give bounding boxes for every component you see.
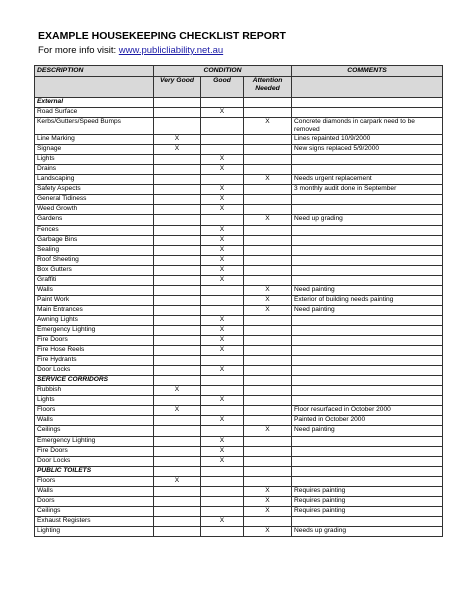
very-good-mark: X bbox=[154, 386, 201, 396]
good-mark: X bbox=[201, 195, 244, 205]
empty-cell bbox=[154, 376, 201, 386]
item-label: Paint Work bbox=[35, 295, 154, 305]
very-good-mark bbox=[154, 496, 201, 506]
comment-cell bbox=[292, 245, 443, 255]
item-label: Lights bbox=[35, 155, 154, 165]
good-mark bbox=[201, 486, 244, 496]
comment-cell bbox=[292, 235, 443, 245]
item-label: Ceilings bbox=[35, 426, 154, 436]
attention-mark bbox=[244, 356, 292, 366]
attention-mark bbox=[244, 205, 292, 215]
condition-header: CONDITION bbox=[154, 66, 292, 77]
table-row bbox=[35, 245, 443, 255]
item-label: Door Locks bbox=[35, 456, 154, 466]
very-good-mark bbox=[154, 245, 201, 255]
comment-cell bbox=[292, 386, 443, 396]
good-mark bbox=[201, 285, 244, 295]
item-label: Fire Hydrants bbox=[35, 356, 154, 366]
very-good-mark bbox=[154, 526, 201, 536]
good-mark: X bbox=[201, 155, 244, 165]
table-row bbox=[35, 336, 443, 346]
comment-cell: Requires painting bbox=[292, 506, 443, 516]
very-good-mark bbox=[154, 265, 201, 275]
good-mark bbox=[201, 118, 244, 135]
item-label: Floors bbox=[35, 406, 154, 416]
table-row bbox=[35, 118, 443, 135]
table-row bbox=[35, 426, 443, 436]
table-row bbox=[35, 476, 443, 486]
attention-mark bbox=[244, 235, 292, 245]
item-label: Exhaust Registers bbox=[35, 516, 154, 526]
very-good-mark bbox=[154, 185, 201, 195]
very-good-mark bbox=[154, 446, 201, 456]
table-row bbox=[35, 275, 443, 285]
good-mark bbox=[201, 506, 244, 516]
very-good-mark: X bbox=[154, 406, 201, 416]
good-mark: X bbox=[201, 275, 244, 285]
very-good-mark bbox=[154, 215, 201, 225]
table-row bbox=[35, 265, 443, 275]
attention-mark bbox=[244, 165, 292, 175]
section-header-row bbox=[35, 376, 443, 386]
table-row bbox=[35, 165, 443, 175]
good-mark bbox=[201, 356, 244, 366]
table-row bbox=[35, 175, 443, 185]
attention-mark: X bbox=[244, 305, 292, 315]
comment-cell bbox=[292, 195, 443, 205]
item-label: Emergency Lighting bbox=[35, 325, 154, 335]
comments-subheader bbox=[292, 77, 443, 98]
table-row bbox=[35, 456, 443, 466]
description-header: DESCRIPTION bbox=[35, 66, 154, 77]
description-subheader bbox=[35, 77, 154, 98]
very-good-mark bbox=[154, 305, 201, 315]
very-good-mark bbox=[154, 255, 201, 265]
item-label: Graffiti bbox=[35, 275, 154, 285]
table-row bbox=[35, 496, 443, 506]
comment-cell: Need painting bbox=[292, 426, 443, 436]
item-label: General Tidiness bbox=[35, 195, 154, 205]
very-good-mark: X bbox=[154, 135, 201, 145]
attention-mark bbox=[244, 195, 292, 205]
item-label: Walls bbox=[35, 486, 154, 496]
good-header: Good bbox=[201, 77, 244, 98]
attention-mark bbox=[244, 406, 292, 416]
comment-cell bbox=[292, 396, 443, 406]
section-header-row bbox=[35, 466, 443, 476]
info-prefix: For more info visit: bbox=[38, 45, 117, 56]
comment-cell bbox=[292, 336, 443, 346]
table-row bbox=[35, 315, 443, 325]
item-label: Signage bbox=[35, 145, 154, 155]
info-link[interactable]: www.publicliability.net.au bbox=[118, 45, 224, 56]
very-good-mark bbox=[154, 426, 201, 436]
table-row bbox=[35, 436, 443, 446]
item-label: Fences bbox=[35, 225, 154, 235]
item-label: Awning Lights bbox=[35, 315, 154, 325]
attention-mark bbox=[244, 265, 292, 275]
very-good-mark bbox=[154, 366, 201, 376]
good-mark: X bbox=[201, 446, 244, 456]
very-good-mark bbox=[154, 516, 201, 526]
empty-cell bbox=[292, 466, 443, 476]
table-row bbox=[35, 215, 443, 225]
item-label: Floors bbox=[35, 476, 154, 486]
very-good-mark bbox=[154, 416, 201, 426]
table-row bbox=[35, 386, 443, 396]
comment-cell bbox=[292, 265, 443, 275]
good-mark: X bbox=[201, 108, 244, 118]
attention-mark: X bbox=[244, 426, 292, 436]
good-mark: X bbox=[201, 516, 244, 526]
table-row bbox=[35, 108, 443, 118]
section-label: SERVICE CORRIDORS bbox=[35, 376, 154, 386]
info-line bbox=[38, 45, 223, 56]
good-mark bbox=[201, 145, 244, 155]
good-mark: X bbox=[201, 255, 244, 265]
very-good-mark bbox=[154, 456, 201, 466]
attention-mark bbox=[244, 476, 292, 486]
good-mark: X bbox=[201, 436, 244, 446]
comment-cell: Concrete diamonds in carpark need to be removed bbox=[292, 118, 443, 135]
attention-mark: X bbox=[244, 118, 292, 135]
good-mark bbox=[201, 295, 244, 305]
comment-cell bbox=[292, 155, 443, 165]
item-label: Ceilings bbox=[35, 506, 154, 516]
good-mark bbox=[201, 526, 244, 536]
comment-cell bbox=[292, 275, 443, 285]
comment-cell bbox=[292, 516, 443, 526]
empty-cell bbox=[201, 466, 244, 476]
very-good-mark bbox=[154, 205, 201, 215]
item-label: Line Marking bbox=[35, 135, 154, 145]
item-label: Rubbish bbox=[35, 386, 154, 396]
attention-mark bbox=[244, 255, 292, 265]
table-row bbox=[35, 285, 443, 295]
checklist-body bbox=[35, 98, 443, 537]
item-label: Emergency Lighting bbox=[35, 436, 154, 446]
attention-mark: X bbox=[244, 215, 292, 225]
attention-mark bbox=[244, 396, 292, 406]
attention-mark: X bbox=[244, 295, 292, 305]
good-mark: X bbox=[201, 396, 244, 406]
very-good-mark bbox=[154, 486, 201, 496]
item-label: Landscaping bbox=[35, 175, 154, 185]
section-label: External bbox=[35, 98, 154, 108]
item-label: Walls bbox=[35, 285, 154, 295]
attention-mark bbox=[244, 516, 292, 526]
attention-mark bbox=[244, 108, 292, 118]
attention-needed-header: Attention Needed bbox=[244, 77, 292, 98]
comment-cell: Exterior of building needs painting bbox=[292, 295, 443, 305]
very-good-mark bbox=[154, 175, 201, 185]
very-good-mark: X bbox=[154, 476, 201, 486]
good-mark: X bbox=[201, 315, 244, 325]
very-good-mark bbox=[154, 396, 201, 406]
item-label: Fire Doors bbox=[35, 336, 154, 346]
table-row bbox=[35, 205, 443, 215]
item-label: Doors bbox=[35, 496, 154, 506]
comment-cell: New signs replaced 5/9/2000 bbox=[292, 145, 443, 155]
good-mark bbox=[201, 305, 244, 315]
good-mark bbox=[201, 215, 244, 225]
very-good-mark bbox=[154, 275, 201, 285]
empty-cell bbox=[292, 98, 443, 108]
comment-cell bbox=[292, 225, 443, 235]
attention-mark bbox=[244, 155, 292, 165]
comment-cell: Requires painting bbox=[292, 486, 443, 496]
item-label: Lights bbox=[35, 396, 154, 406]
attention-mark bbox=[244, 416, 292, 426]
comment-cell: Needs up grading bbox=[292, 526, 443, 536]
empty-cell bbox=[244, 376, 292, 386]
comments-header: COMMENTS bbox=[292, 66, 443, 77]
comment-cell bbox=[292, 325, 443, 335]
very-good-mark bbox=[154, 195, 201, 205]
good-mark bbox=[201, 406, 244, 416]
very-good-mark bbox=[154, 225, 201, 235]
item-label: Roof Sheeting bbox=[35, 255, 154, 265]
comment-cell bbox=[292, 346, 443, 356]
very-good-mark bbox=[154, 315, 201, 325]
empty-cell bbox=[201, 98, 244, 108]
good-mark: X bbox=[201, 185, 244, 195]
good-mark: X bbox=[201, 165, 244, 175]
table-row bbox=[35, 305, 443, 315]
table-row bbox=[35, 185, 443, 195]
comment-cell bbox=[292, 205, 443, 215]
very-good-mark bbox=[154, 506, 201, 516]
item-label: Gardens bbox=[35, 215, 154, 225]
very-good-mark: X bbox=[154, 145, 201, 155]
empty-cell bbox=[244, 98, 292, 108]
attention-mark bbox=[244, 275, 292, 285]
attention-mark: X bbox=[244, 526, 292, 536]
good-mark: X bbox=[201, 346, 244, 356]
very-good-mark bbox=[154, 108, 201, 118]
very-good-header: Very Good bbox=[154, 77, 201, 98]
good-mark: X bbox=[201, 225, 244, 235]
good-mark bbox=[201, 386, 244, 396]
attention-mark bbox=[244, 325, 292, 335]
checklist-table bbox=[34, 65, 443, 537]
item-label: Fire Hose Reels bbox=[35, 346, 154, 356]
empty-cell bbox=[154, 466, 201, 476]
good-mark: X bbox=[201, 245, 244, 255]
comment-cell: Floor resurfaced in October 2000 bbox=[292, 406, 443, 416]
very-good-mark bbox=[154, 155, 201, 165]
empty-cell bbox=[244, 466, 292, 476]
item-label: Kerbs/Gutters/Speed Bumps bbox=[35, 118, 154, 135]
comment-cell bbox=[292, 456, 443, 466]
item-label: Safety Aspects bbox=[35, 185, 154, 195]
attention-mark bbox=[244, 436, 292, 446]
very-good-mark bbox=[154, 356, 201, 366]
comment-cell: Lines repainted 10/9/2000 bbox=[292, 135, 443, 145]
attention-mark bbox=[244, 225, 292, 235]
empty-cell bbox=[201, 376, 244, 386]
comment-cell bbox=[292, 446, 443, 456]
report-title: EXAMPLE HOUSEKEEPING CHECKLIST REPORT bbox=[38, 30, 286, 42]
comment-cell bbox=[292, 108, 443, 118]
attention-mark bbox=[244, 245, 292, 255]
attention-mark bbox=[244, 145, 292, 155]
comment-cell: Needs urgent replacement bbox=[292, 175, 443, 185]
section-header-row bbox=[35, 98, 443, 108]
very-good-mark bbox=[154, 118, 201, 135]
comment-cell bbox=[292, 366, 443, 376]
attention-mark bbox=[244, 135, 292, 145]
table-row bbox=[35, 396, 443, 406]
table-row bbox=[35, 235, 443, 245]
attention-mark: X bbox=[244, 486, 292, 496]
item-label: Road Surface bbox=[35, 108, 154, 118]
table-row bbox=[35, 366, 443, 376]
table-row bbox=[35, 295, 443, 305]
comment-cell bbox=[292, 356, 443, 366]
table-row bbox=[35, 255, 443, 265]
table-row bbox=[35, 406, 443, 416]
comment-cell bbox=[292, 255, 443, 265]
table-row bbox=[35, 356, 443, 366]
comment-cell: Painted in October 2000 bbox=[292, 416, 443, 426]
comment-cell: Need up grading bbox=[292, 215, 443, 225]
very-good-mark bbox=[154, 336, 201, 346]
attention-mark bbox=[244, 386, 292, 396]
comment-cell: Requires painting bbox=[292, 496, 443, 506]
table-row bbox=[35, 195, 443, 205]
attention-mark bbox=[244, 336, 292, 346]
item-label: Main Entrances bbox=[35, 305, 154, 315]
table-row bbox=[35, 416, 443, 426]
item-label: Drains bbox=[35, 165, 154, 175]
good-mark bbox=[201, 496, 244, 506]
table-row bbox=[35, 325, 443, 335]
table-row bbox=[35, 486, 443, 496]
comment-cell bbox=[292, 165, 443, 175]
comment-cell: 3 monthly audit done in September bbox=[292, 185, 443, 195]
attention-mark bbox=[244, 315, 292, 325]
very-good-mark bbox=[154, 235, 201, 245]
empty-cell bbox=[292, 376, 443, 386]
comment-cell: Need painting bbox=[292, 285, 443, 295]
very-good-mark bbox=[154, 165, 201, 175]
good-mark: X bbox=[201, 336, 244, 346]
table-row bbox=[35, 506, 443, 516]
comment-cell bbox=[292, 436, 443, 446]
good-mark bbox=[201, 175, 244, 185]
very-good-mark bbox=[154, 295, 201, 305]
table-row bbox=[35, 145, 443, 155]
table-row bbox=[35, 135, 443, 145]
attention-mark bbox=[244, 446, 292, 456]
table-row bbox=[35, 526, 443, 536]
comment-cell: Need painting bbox=[292, 305, 443, 315]
attention-mark: X bbox=[244, 506, 292, 516]
good-mark bbox=[201, 476, 244, 486]
item-label: Garbage Bins bbox=[35, 235, 154, 245]
very-good-mark bbox=[154, 285, 201, 295]
very-good-mark bbox=[154, 346, 201, 356]
attention-mark bbox=[244, 456, 292, 466]
item-label: Door Locks bbox=[35, 366, 154, 376]
attention-mark bbox=[244, 366, 292, 376]
comment-cell bbox=[292, 476, 443, 486]
good-mark: X bbox=[201, 366, 244, 376]
table-row bbox=[35, 155, 443, 165]
item-label: Box Gutters bbox=[35, 265, 154, 275]
good-mark bbox=[201, 426, 244, 436]
empty-cell bbox=[154, 98, 201, 108]
section-label: PUBLIC TOILETS bbox=[35, 466, 154, 476]
good-mark: X bbox=[201, 265, 244, 275]
table-row bbox=[35, 516, 443, 526]
very-good-mark bbox=[154, 436, 201, 446]
item-label: Fire Doors bbox=[35, 446, 154, 456]
attention-mark: X bbox=[244, 285, 292, 295]
attention-mark bbox=[244, 346, 292, 356]
good-mark: X bbox=[201, 456, 244, 466]
attention-mark: X bbox=[244, 496, 292, 506]
item-label: Walls bbox=[35, 416, 154, 426]
attention-mark: X bbox=[244, 175, 292, 185]
very-good-mark bbox=[154, 325, 201, 335]
item-label: Weed Growth bbox=[35, 205, 154, 215]
attention-mark bbox=[244, 185, 292, 195]
item-label: Sealing bbox=[35, 245, 154, 255]
table-row bbox=[35, 346, 443, 356]
good-mark: X bbox=[201, 205, 244, 215]
table-row bbox=[35, 446, 443, 456]
good-mark: X bbox=[201, 235, 244, 245]
table-row bbox=[35, 225, 443, 235]
good-mark: X bbox=[201, 416, 244, 426]
comment-cell bbox=[292, 315, 443, 325]
good-mark bbox=[201, 135, 244, 145]
item-label: Lighting bbox=[35, 526, 154, 536]
good-mark: X bbox=[201, 325, 244, 335]
